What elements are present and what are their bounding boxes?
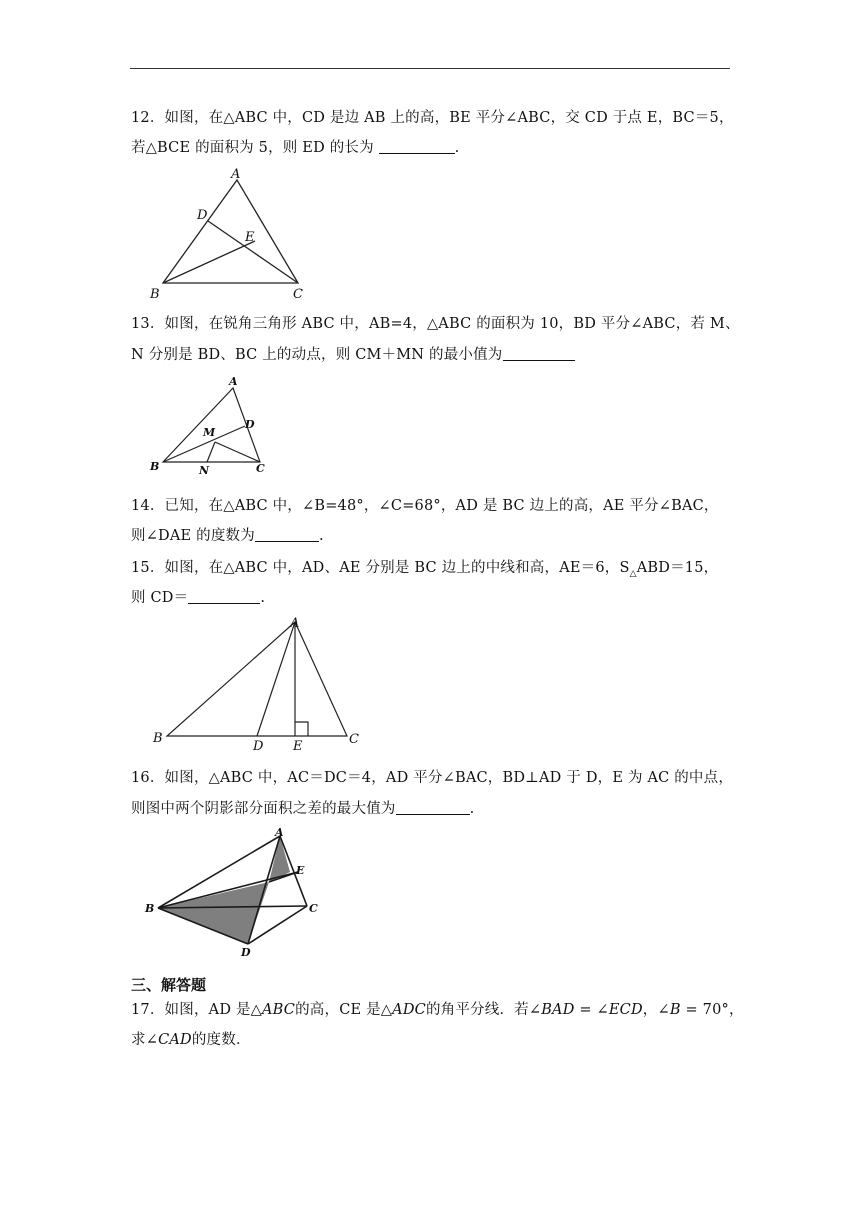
q13-label-A: A — [229, 375, 238, 388]
q16-label-B: B — [145, 902, 155, 915]
q13-line2: N 分别是 BD、BC 上的动点，则 CM＋MN 的最小值为 — [131, 343, 575, 364]
q13-label-N: N — [199, 464, 210, 477]
q16-line2: 则图中两个阴影部分面积之差的最大值为 . — [131, 801, 475, 817]
q16-line1: 16．如图，△ABC 中，AC＝DC＝4，AD 平分∠BAC，BD⊥AD 于 D，E 为 AC 的中点， — [131, 770, 734, 786]
q13-label-B: B — [150, 460, 160, 473]
q15-label-B: B — [153, 731, 163, 746]
q12-line1: 12．如图，在△ABC 中，CD 是边 AB 上的高，BE 平分∠ABC，交 CD 于点 E，BC＝5， — [131, 110, 734, 126]
q15-label-E: E — [293, 739, 303, 754]
q17-line2: 求∠CAD的度数． — [131, 1032, 251, 1048]
q12-figure — [145, 165, 320, 300]
q12-answer-blank — [379, 139, 455, 154]
q15-answer-blank — [188, 589, 260, 604]
q13-answer-blank — [503, 346, 575, 361]
q16-answer-blank — [396, 800, 470, 815]
q15-label-D: D — [253, 739, 264, 754]
q13-label-C: C — [256, 462, 265, 475]
q16-label-C: C — [309, 902, 318, 915]
q12-line2: 若△BCE 的面积为 5，则 ED 的长为 . — [131, 140, 460, 156]
section-title: 三、解答题 — [131, 976, 207, 994]
q16-label-D: D — [241, 946, 251, 959]
header-rule — [130, 68, 730, 69]
q14-answer-blank — [255, 527, 319, 542]
q13-label-D: D — [245, 418, 255, 431]
q14-line1: 14．已知，在△ABC 中，∠B=48°，∠C=68°，AD 是 BC 边上的高，AE 平分∠BAC， — [131, 498, 719, 514]
q13-figure — [145, 370, 280, 478]
q16-shaded-region-1 — [158, 882, 269, 944]
q12-label-D: D — [197, 208, 208, 223]
q15-figure — [145, 614, 370, 754]
q12-label-C: C — [293, 287, 303, 300]
q16-label-A: A — [275, 826, 284, 839]
q15-line2: 则 CD＝ . — [131, 590, 266, 606]
q16-figure — [142, 826, 337, 961]
q12-label-A: A — [231, 167, 241, 182]
q17-line1: 17．如图，AD 是△ABC的高，CE 是△ADC的角平分线．若∠BAD = ∠ECD，∠B = 70°， — [131, 1002, 744, 1018]
q12-label-E: E — [245, 230, 255, 245]
q12-label-B: B — [150, 287, 160, 300]
q16-label-E: E — [296, 864, 305, 877]
q15-label-C: C — [349, 732, 359, 747]
q14-line2: 则∠DAE 的度数为 . — [131, 528, 324, 544]
q15-line1: 15．如图，在△ABC 中，AD、AE 分别是 BC 边上的中线和高，AE＝6，$S_\triangle ABD=15$， — [131, 560, 719, 579]
q13-line1: 13．如图，在锐角三角形 ABC 中，AB=4，△ABC 的面积为 10，BD 平分∠ABC，若 M、 — [131, 316, 740, 332]
q13-label-M: M — [203, 426, 216, 439]
q15-label-A: A — [290, 616, 300, 631]
